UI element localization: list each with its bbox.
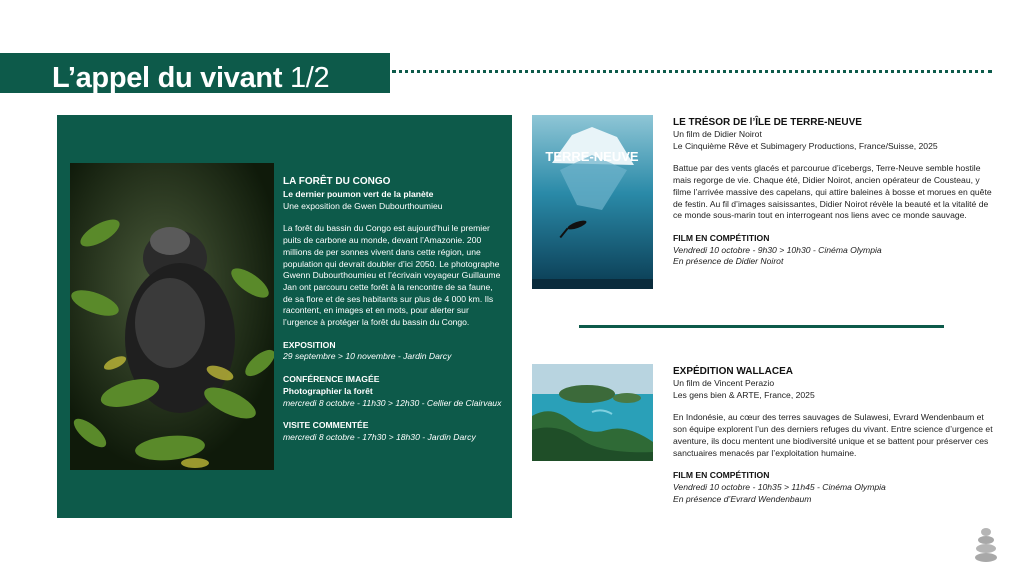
congo-title: LA FORÊT DU CONGO — [283, 176, 391, 187]
film2-production: Les gens bien & ARTE, France, 2025 — [673, 389, 815, 400]
exposition-label: EXPOSITION — [283, 339, 336, 350]
gorilla-photo — [70, 163, 274, 470]
visite-dates: mercredi 8 octobre - 17h30 > 18h30 - Jardin Darcy — [283, 431, 476, 442]
page-title-part: 1/2 — [289, 62, 330, 94]
congo-text-block — [283, 175, 503, 444]
film1-screening: Vendredi 10 octobre - 9h30 > 10h30 - Cinéma Olympia — [673, 244, 882, 255]
film2-presence: En présence d’Evrard Wendenbaum — [673, 493, 812, 504]
visite-label: VISITE COMMENTÉE — [283, 420, 369, 431]
congo-byline: Une exposition de Gwen Dubourthoumieu — [283, 200, 443, 211]
film1-title: LE TRÉSOR DE l’ÎLE DE TERRE-NEUVE — [673, 117, 862, 128]
film2-description: En Indonésie, au cœur des terres sauvages de Sulawesi, Evrard Wendenbaum et son équipe explorent l’un des derniers refuges du vivant. Entre science d’urgence et aventure, ils docu mentent une biodiversité unique et se battent pour préserver ces sanctuaires menacés par l’exploitation humaine. — [673, 412, 993, 458]
film1-competition-label: FILM EN COMPÉTITION — [673, 232, 770, 243]
film1-text-block — [673, 116, 998, 268]
film1-presence: En présence de Didier Noirot — [673, 256, 784, 267]
terre-neuve-poster — [532, 115, 653, 289]
congo-description: La forêt du bassin du Congo est aujourd’hui le premier puits de carbone au monde, devant l’Amazonie. 200 millions de per sonnes vivent dans cette région, une population qui devrait doubler d’ici 2050. Le photographe Gwenn Dubourthoumieu et l’écrivain voyageur Guillaume Jan ont parcouru cette forêt à la rencontre de sa faune, de sa flore et de ses habitants sur plus de 4 000 km. Ils racontent, en images et en mots, pour alerter sur l’urgence à protéger la forêt du bassin du Congo. — [283, 223, 501, 328]
stacked-stones-icon — [974, 527, 998, 563]
section-separator — [579, 325, 944, 328]
congo-subtitle: Le dernier poumon vert de la planète — [283, 189, 434, 199]
film1-director: Un film de Didier Noirot — [673, 129, 762, 139]
poster-title: TERRE-NEUVE — [545, 149, 639, 164]
conference-dates: mercredi 8 octobre - 11h30 > 12h30 - Cellier de Clairvaux — [283, 397, 502, 408]
film1-description: Battue par des vents glacés et parcourue d’icebergs, Terre-Neuve semble hostile mais regorge de vie. Chaque été, Didier Noirot, ancien opérateur de Cousteau, y filme l’arrivée massive des capelans, qui attire baleines à bosse et morues en quête de festin. Au fil d’images saisissantes, Didier Noirot révèle la beauté et la vitalité de ce monde sous-marin tout en interrogeant nos liens avec ce monde sauvage. — [673, 163, 992, 221]
conference-title: Photographier la forêt — [283, 385, 373, 396]
dotted-divider — [392, 70, 992, 73]
film2-title: EXPÉDITION WALLACEA — [673, 366, 794, 377]
film2-text-block — [673, 365, 998, 505]
exposition-dates: 29 septembre > 10 novembre - Jardin Darcy — [283, 351, 452, 362]
page-title-main: L’appel du vivant — [52, 62, 283, 94]
page-title — [52, 58, 329, 98]
film1-production: Le Cinquième Rêve et Subimagery Productions, France/Suisse, 2025 — [673, 140, 938, 151]
conference-label: CONFÉRENCE IMAGÉE — [283, 374, 380, 385]
wallacea-photo — [532, 364, 653, 461]
film2-director: Un film de Vincent Perazio — [673, 378, 775, 388]
film2-screening: Vendredi 10 octobre - 10h35 > 11h45 - Cinéma Olympia — [673, 481, 886, 492]
film2-competition-label: FILM EN COMPÉTITION — [673, 470, 770, 481]
